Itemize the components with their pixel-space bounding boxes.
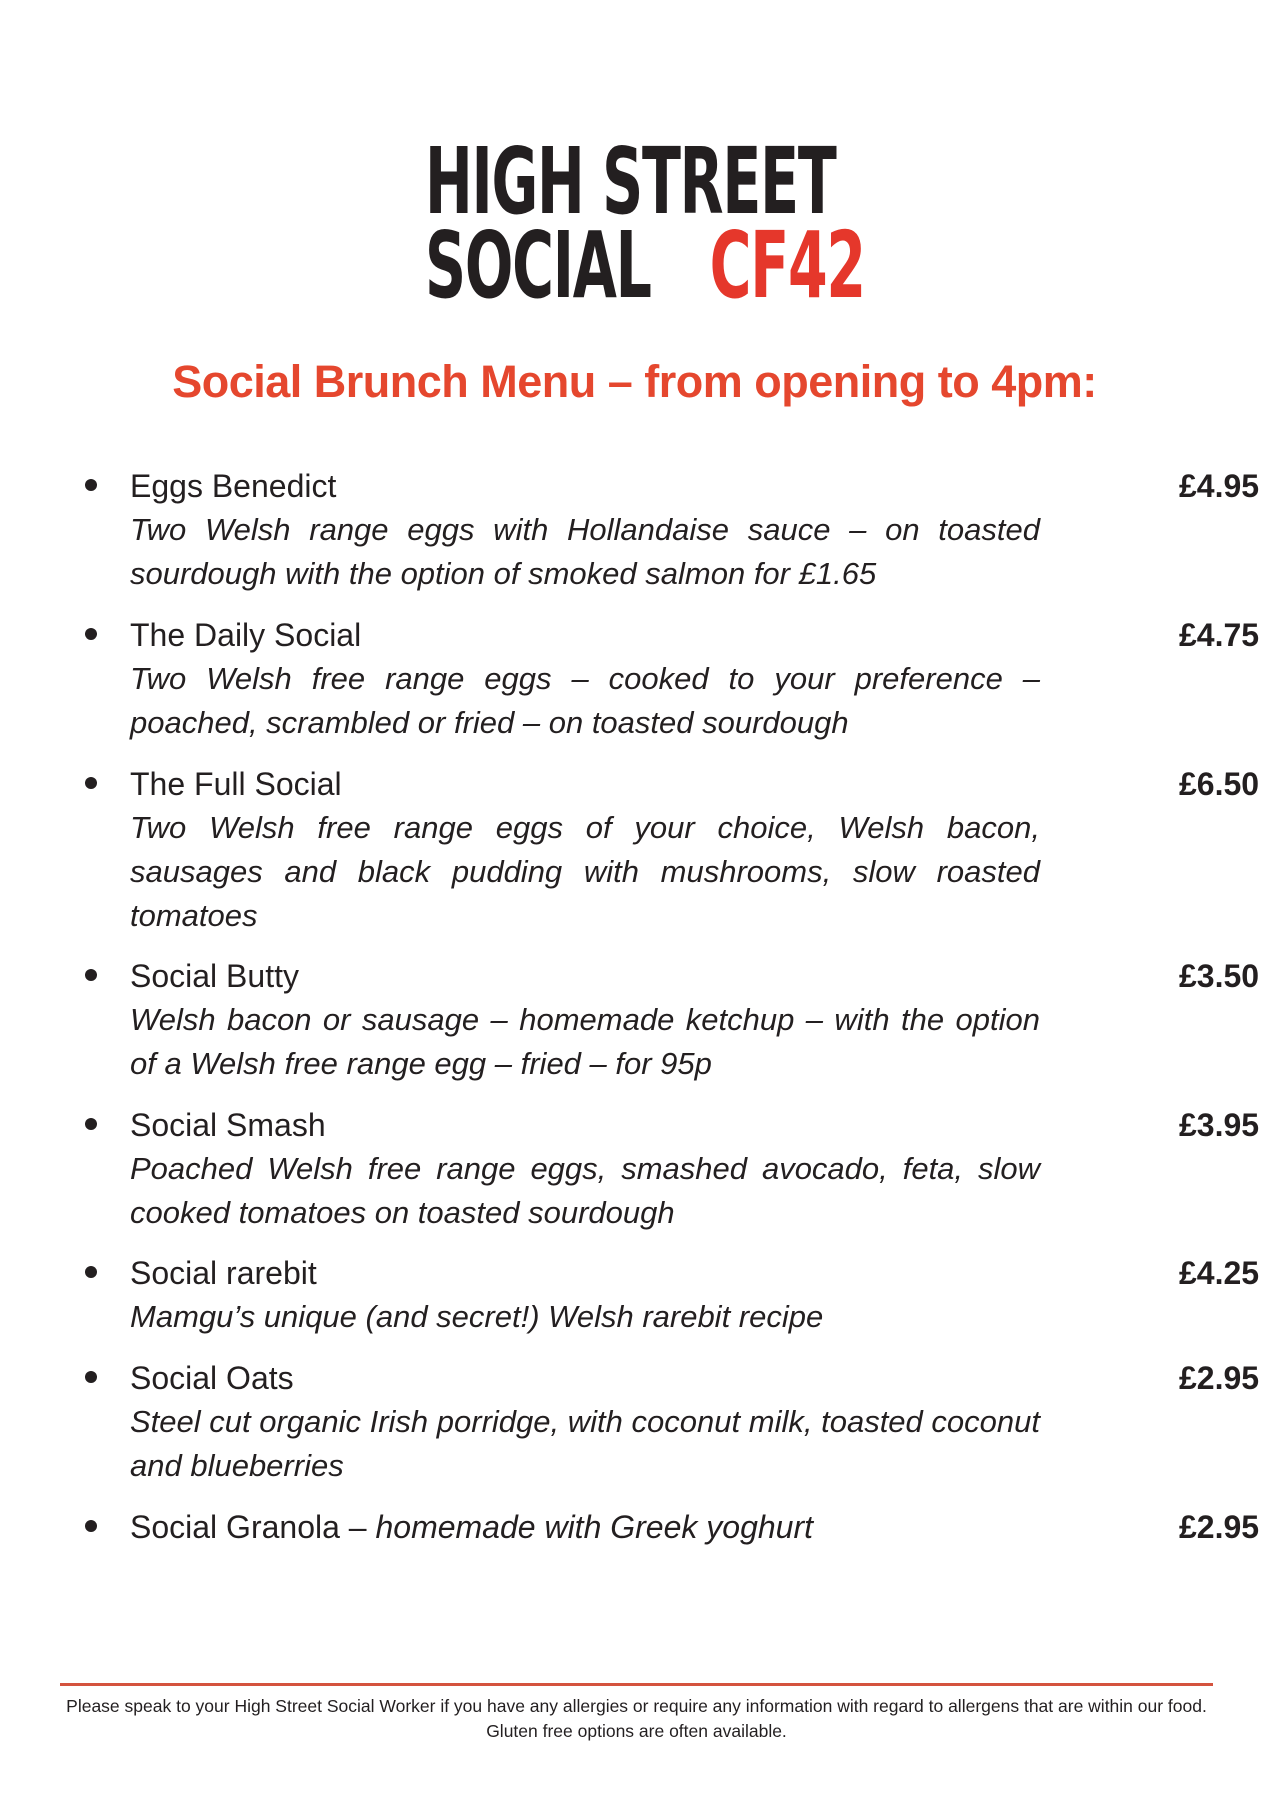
bullet-icon	[85, 777, 97, 789]
logo-cf42: CF42	[709, 212, 865, 319]
item-price: £6.50	[1179, 766, 1260, 802]
item-name: Social Oats	[130, 1360, 294, 1396]
item-price: £4.75	[1179, 617, 1260, 653]
item-name: The Full Social	[130, 766, 342, 802]
bullet-icon	[85, 1118, 97, 1130]
item-inline-description: homemade with Greek yoghurt	[375, 1509, 814, 1545]
item-name: Social Smash	[130, 1107, 326, 1143]
footer-divider	[60, 1683, 1213, 1686]
item-description: Two Welsh range eggs with Hollandaise sauce – on toasted sourdough with the option of smoked salmon for £1.65	[130, 512, 1040, 591]
logo-line-1: HIGH STREET	[425, 128, 836, 235]
brand-logo	[425, 128, 885, 319]
item-price: £3.50	[1179, 958, 1260, 994]
bullet-icon	[85, 628, 97, 640]
bullet-icon	[85, 479, 97, 491]
item-description: Two Welsh free range eggs of your choice, Welsh bacon, sausages and black pudding with mushrooms, slow roasted tomatoes	[130, 810, 1040, 933]
bullet-icon	[85, 969, 97, 981]
item-name	[130, 1505, 813, 1549]
item-name: Eggs Benedict	[130, 468, 337, 504]
item-name: Social Butty	[130, 958, 299, 994]
item-price: £4.95	[1179, 468, 1260, 504]
logo-line-2	[425, 212, 865, 319]
item-description: Two Welsh free range eggs – cooked to your preference – poached, scrambled or fried – on toasted sourdough	[130, 661, 1040, 740]
item-description: Mamgu’s unique (and secret!) Welsh rarebit recipe	[130, 1299, 824, 1334]
item-price: £4.25	[1179, 1255, 1260, 1291]
item-name: The Daily Social	[130, 617, 362, 653]
logo-social: SOCIAL	[425, 212, 651, 319]
bullet-icon	[85, 1266, 97, 1278]
bullet-icon	[85, 1371, 97, 1383]
item-price: £3.95	[1179, 1107, 1260, 1143]
item-name: Social rarebit	[130, 1255, 317, 1291]
item-name-text: Social Granola –	[130, 1509, 376, 1545]
item-price: £2.95	[1179, 1360, 1260, 1396]
allergen-notice: Please speak to your High Street Social Worker if you have any allergies or require any information with regard to allergens that are within our food. Gluten free options are often available.	[66, 1696, 1207, 1741]
bullet-icon	[85, 1520, 97, 1532]
item-description: Poached Welsh free range eggs, smashed avocado, feta, slow cooked tomatoes on toasted sourdough	[130, 1151, 1040, 1230]
item-description: Steel cut organic Irish porridge, with coconut milk, toasted coconut and blueberries	[130, 1404, 1040, 1483]
page-title: Social Brunch Menu – from opening to 4pm:	[172, 356, 1097, 407]
item-description: Welsh bacon or sausage – homemade ketchup – with the option of a Welsh free range egg – fried – for 95p	[130, 1002, 1040, 1081]
item-price: £2.95	[1179, 1509, 1260, 1545]
